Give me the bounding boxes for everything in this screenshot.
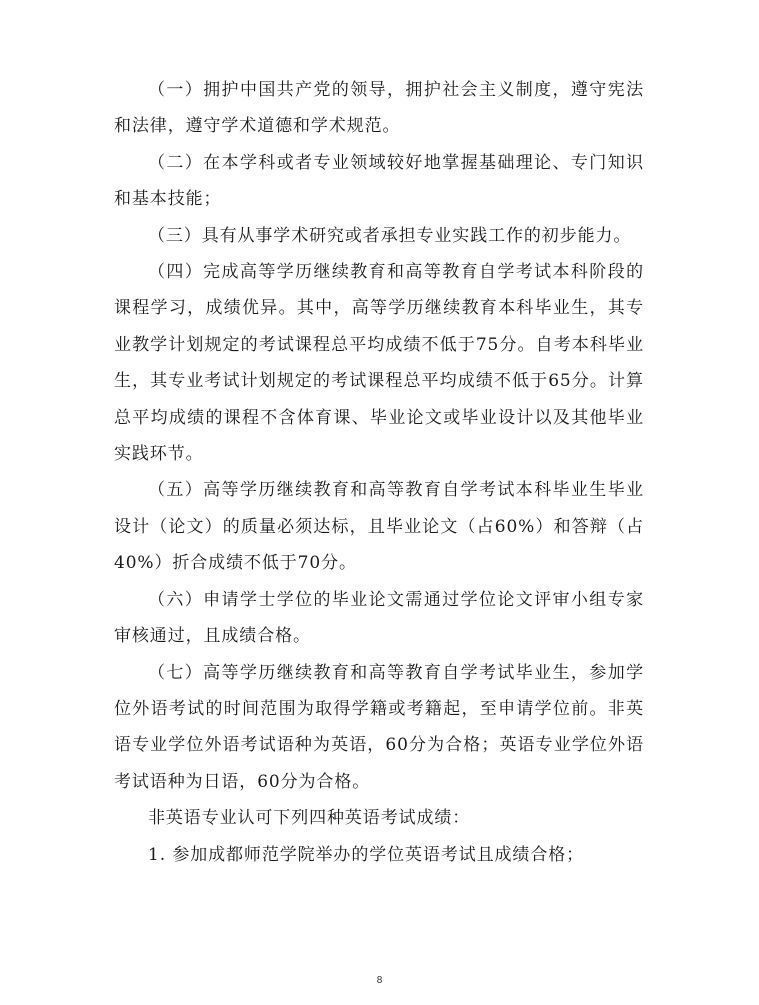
paragraph-requirement-2: （二）在本学科或者专业领域较好地掌握基础理论、专门知识和基本技能； xyxy=(114,152,644,210)
paragraph-requirement-1: （一）拥护中国共产党的领导，拥护社会主义制度，遵守宪法和法律，遵守学术道德和学术规范。 xyxy=(114,80,644,137)
paragraph-requirement-5: （五）高等学历继续教育和高等教育自学考试本科毕业生毕业设计（论文）的质量必须达标，且毕业论文（占60%）和答辩（占40%）折合成绩不低于70分。 xyxy=(114,480,644,574)
paragraph-requirement-7: （七）高等学历继续教育和高等教育自学考试毕业生，参加学位外语考试的时间范围为取得学籍或考籍起，至申请学位前。非英语专业学位外语考试语种为英语，60分为合格；英语专业学位外语考试语种为日语，60分为合格。 xyxy=(114,662,644,792)
page-number: 8 xyxy=(376,975,383,986)
paragraph-requirement-3: （三）具有从事学术研究或者承担专业实践工作的初步能力。 xyxy=(148,225,632,246)
paragraph-english-exams-intro: 非英语专业认可下列四种英语考试成绩： xyxy=(148,808,471,829)
paragraph-requirement-4: （四）完成高等学历继续教育和高等教育自学考试本科阶段的课程学习，成绩优异。其中，高等学历继续教育本科毕业生，其专业教学计划规定的考试课程总平均成绩不低于75分。自考本科毕业生，其专业考试计划规定的考试课程总平均成绩不低于65分。计算总平均成绩的课程不含体育课、毕业论文或毕业设计以及其他毕业实践环节。 xyxy=(114,262,644,465)
paragraph-requirement-6: （六）申请学士学位的毕业论文需通过学位论文评审小组专家审核通过，且成绩合格。 xyxy=(114,589,644,647)
document-body xyxy=(114,72,644,873)
paragraph-english-exam-item-1: 1. 参加成都师范学院举办的学位英语考试且成绩合格； xyxy=(148,844,585,865)
